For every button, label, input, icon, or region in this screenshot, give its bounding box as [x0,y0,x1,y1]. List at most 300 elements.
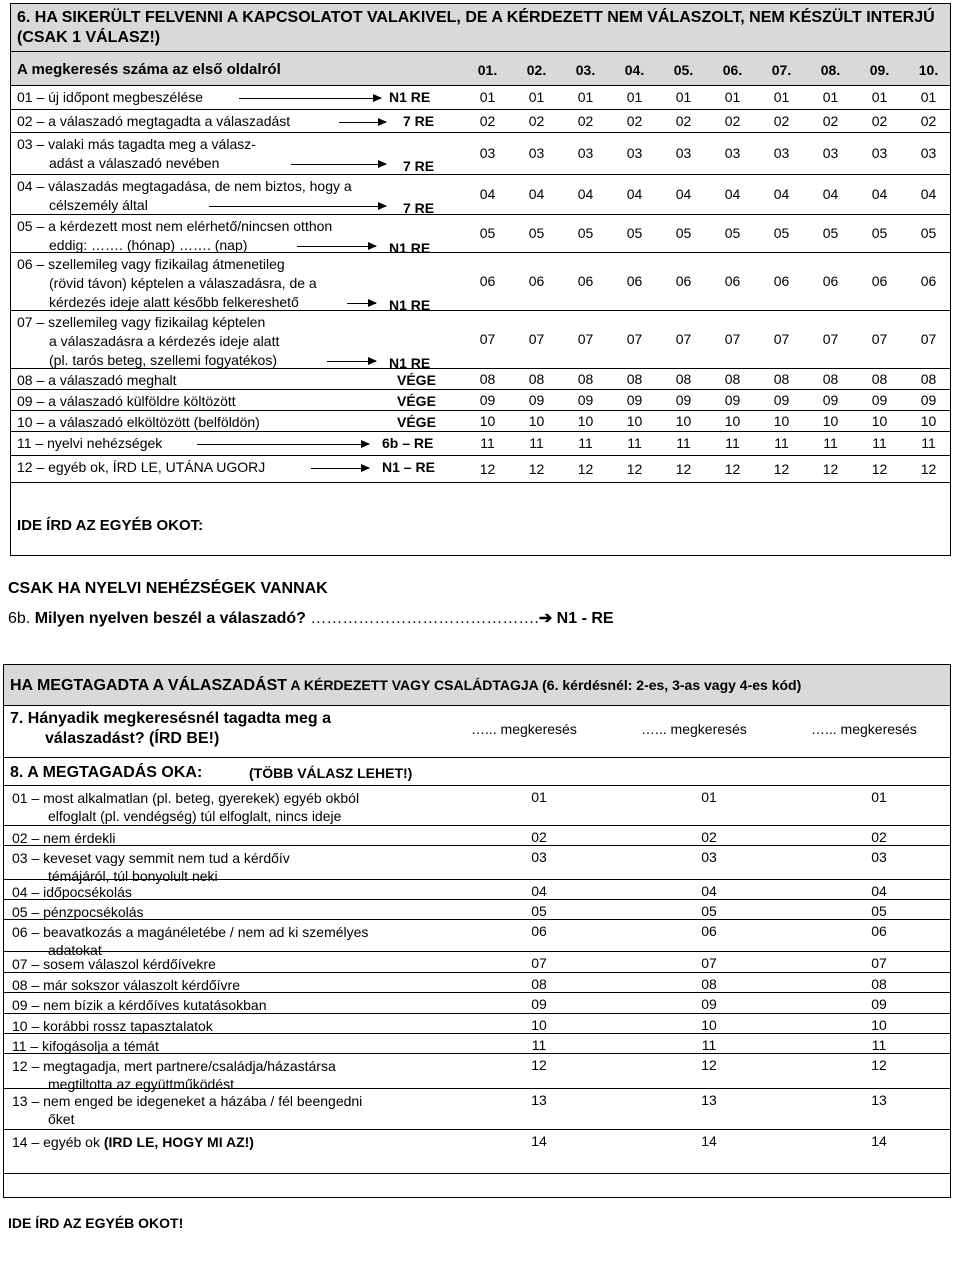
answer-code[interactable]: 09 [773,391,790,408]
refusal-reason-row [4,919,950,958]
other-reason-row [11,482,950,557]
answer-code[interactable]: 11 [774,435,789,451]
route-code: VÉGE [397,414,436,430]
row-label: adást a válaszadó nevében [49,155,220,171]
answer-code[interactable]: 05 [528,225,545,241]
row-label: 05 – a kérdezett most nem elérhető/nincsen otthon [17,218,333,234]
answer-code[interactable]: 06 [577,273,594,289]
reason-text: 13 – nem enged be idegeneket a házába / fél beengedni [12,1093,363,1109]
reason-code[interactable]: 01 [871,789,887,805]
question-7-answer-3[interactable]: …... megkeresés [811,721,917,737]
answer-code[interactable]: 09 [822,391,839,408]
route-code: VÉGE [397,372,436,388]
answer-code[interactable]: 03 [479,145,496,161]
reason-label [12,997,266,1014]
answer-code[interactable]: 07 [577,331,594,347]
route-code: N1 RE [389,89,431,105]
reason-code[interactable]: 13 [531,1092,547,1108]
route-code: N1 RE [389,297,431,313]
answer-code[interactable]: 04 [479,186,496,202]
answer-code[interactable]: 08 [577,370,594,387]
question-7-line1: 7. Hányadik megkeresésnél tagadta meg a [10,710,332,727]
row-values [463,461,953,477]
answer-code[interactable]: 10 [724,412,741,429]
reason-label [48,808,341,825]
answer-code[interactable]: 03 [822,145,839,161]
reason-code[interactable]: 03 [531,849,547,865]
answer-code[interactable]: 12 [724,460,741,477]
answer-code[interactable]: 01 [871,89,888,105]
answer-code[interactable]: 05 [822,225,839,241]
answer-code[interactable]: 08 [479,370,496,387]
row-label: (rövid távon) képtelen a válaszadásra, de a [49,275,317,291]
answer-code[interactable]: 06 [626,273,643,289]
answer-code[interactable]: 07 [773,331,790,347]
row-label: 02 – a válaszadó megtagadta a válaszadást [17,113,291,129]
refusal-reason-row [4,879,950,900]
answer-code[interactable]: 10 [577,412,594,429]
refusal-header-text [10,677,801,694]
row-values [463,273,953,289]
reason-code[interactable]: 05 [871,903,887,919]
answer-code[interactable]: 10 [773,412,790,429]
route-code: N1 – RE [382,459,435,475]
reason-text: 09 – nem bízik a kérdőíves kutatásokban [12,997,267,1013]
answer-code[interactable]: 03 [724,145,741,161]
arrow-icon: ➔ [538,610,553,627]
reason-code[interactable]: 06 [531,923,547,939]
answer-code[interactable]: 05 [626,225,643,241]
reason-code[interactable]: 11 [531,1037,547,1053]
row-label: 01 – új időpont megbeszélése [17,89,204,105]
answer-code[interactable]: 02 [871,112,888,129]
reason-text: 14 – egyéb ok [12,1134,104,1150]
answer-code[interactable]: 01 [577,89,594,105]
answer-code[interactable]: 12 [626,460,643,477]
answer-code[interactable]: 06 [528,273,545,289]
answer-code[interactable]: 07 [920,331,937,347]
answer-code[interactable]: 02 [675,112,692,129]
answer-code[interactable]: 04 [626,186,643,202]
refusal-reason-row [4,951,950,973]
answer-code[interactable]: 08 [626,370,643,387]
question-7-answer-2[interactable]: …... megkeresés [641,721,747,737]
answer-code[interactable]: 04 [724,186,741,202]
question-6b [8,610,614,627]
attempt-column-header: 02. [526,62,547,78]
route-code: 6b – RE [382,435,434,451]
attempt-column-header: 07. [771,62,792,78]
reason-code[interactable]: 06 [871,923,887,939]
answer-code[interactable]: 08 [920,370,937,387]
refusal-reason-row [4,1033,950,1054]
answer-code[interactable]: 05 [871,225,888,241]
refusal-code-row [11,389,950,411]
answer-code[interactable]: 10 [871,412,888,429]
answer-code[interactable]: 10 [479,412,496,429]
answer-code[interactable]: 10 [822,412,839,429]
reason-text: 07 – sosem válaszol kérdőívekre [12,956,216,972]
reason-code[interactable]: 11 [701,1037,717,1053]
answer-code[interactable]: 04 [920,186,937,202]
route-code: VÉGE [397,393,436,409]
answer-code[interactable]: 07 [528,331,545,347]
answer-code[interactable]: 01 [773,89,790,105]
reason-code[interactable]: 04 [871,883,887,899]
reason-code[interactable]: 02 [531,829,547,845]
row-label: 09 – a válaszadó külföldre költözött [17,393,236,409]
answer-code[interactable]: 03 [920,145,937,161]
reason-code[interactable]: 12 [871,1057,887,1073]
row-values [463,331,953,347]
attempt-header-label: A megkeresés száma az első oldalról [17,61,281,78]
route-code: 7 RE [403,200,435,216]
reason-text: 05 – pénzpocsékolás [12,904,144,920]
answer-code[interactable]: 12 [871,460,888,477]
question-6b-number: 6b. [8,610,35,627]
answer-code[interactable]: 07 [822,331,839,347]
reason-text: 03 – keveset vagy semmit nem tud a kérdőív [12,850,290,866]
refusal-reason-row [4,1053,950,1092]
answer-code[interactable]: 06 [822,273,839,289]
reason-code[interactable]: 04 [701,883,717,899]
answer-code[interactable]: 04 [528,186,545,202]
reason-label [12,850,290,867]
reason-code[interactable]: 10 [701,1017,717,1033]
answer-code[interactable]: 09 [479,391,496,408]
reason-code[interactable]: 07 [531,955,547,971]
answer-code[interactable]: 09 [724,391,741,408]
answer-code[interactable]: 04 [871,186,888,202]
row-values [463,186,953,202]
answer-code[interactable]: 02 [773,112,790,129]
row-label: eddig: ……. (hónap) ……. (nap) [49,237,248,253]
answer-code[interactable]: 03 [773,145,790,161]
refusal-code-row [11,368,950,390]
refusal-header-main: HA MEGTAGADTA A VÁLASZADÁST [10,677,288,694]
other-reason-label: IDE ÍRD AZ EGYÉB OKOT: [17,517,204,534]
answer-code[interactable]: 07 [479,331,496,347]
reason-code[interactable]: 10 [531,1017,547,1033]
answer-code[interactable]: 02 [528,112,545,129]
reason-code[interactable]: 12 [701,1057,717,1073]
reason-code[interactable]: 14 [701,1133,717,1149]
refusal-code-row [11,252,950,311]
refusal-code-row [11,132,950,175]
answer-code[interactable]: 04 [822,186,839,202]
reason-label [12,1134,254,1151]
reason-text: megtiltotta az együttműködést [48,1076,234,1092]
reason-code[interactable]: 09 [531,996,547,1012]
route-code: 7 RE [403,113,435,129]
answer-code[interactable]: 08 [773,370,790,387]
question-7-row [4,705,950,757]
reason-text: 08 – már sokszor válaszolt kérdőívre [12,977,240,993]
refusal-other-label: IDE ÍRD AZ EGYÉB OKOT! [8,1215,184,1231]
answer-code[interactable]: 11 [627,435,642,451]
question-7-line2: válaszadást? (ÍRD BE!) [45,730,220,747]
answer-code[interactable]: 12 [528,460,545,477]
refusal-code-row [11,455,950,483]
arrow-icon [291,164,386,165]
question-6-title: 6. HA SIKERÜLT FELVENNI A KAPCSOLATOT VALAKIVEL, DE A KÉRDEZETT NEM VÁLASZOLT, NEM KÉSZÜLT INTERJÚ (CSAK 1 VÁLASZ!) [11,4,950,52]
reason-code[interactable]: 05 [701,903,717,919]
reason-label [12,790,359,807]
answer-code[interactable]: 05 [675,225,692,241]
row-values [463,435,953,451]
answer-code[interactable]: 09 [675,391,692,408]
row-label: kérdezés ideje alatt később felkereshető [49,294,299,310]
reason-code[interactable]: 01 [531,789,547,805]
answer-code[interactable]: 01 [479,89,496,105]
answer-code[interactable]: 12 [577,460,594,477]
reason-text: adatokat [48,942,102,958]
route-code: N1 RE [389,240,431,256]
answer-code[interactable]: 07 [871,331,888,347]
answer-code[interactable]: 09 [920,391,937,408]
answer-code[interactable]: 02 [822,112,839,129]
attempt-header-row [11,52,950,85]
row-label: 08 – a válaszadó meghalt [17,372,177,388]
answer-code[interactable]: 04 [773,186,790,202]
answer-code[interactable]: 11 [676,435,691,451]
row-values [463,89,953,105]
row-label: 04 – válaszadás megtagadása, de nem biztos, hogy a [17,178,352,194]
answer-code[interactable]: 03 [871,145,888,161]
reason-label [12,1058,336,1075]
answer-code[interactable]: 05 [479,225,496,241]
refusal-code-row [11,310,950,369]
arrow-icon [339,122,386,123]
row-label: a válaszadásra a kérdezés ideje alatt [49,333,280,349]
answer-code[interactable]: 10 [920,412,937,429]
reason-code[interactable]: 09 [701,996,717,1012]
answer-code[interactable]: 10 [675,412,692,429]
answer-code[interactable]: 02 [577,112,594,129]
answer-code[interactable]: 11 [823,435,838,451]
answer-code[interactable]: 11 [578,435,593,451]
refusal-section [3,664,951,1198]
answer-code[interactable]: 02 [626,112,643,129]
arrow-icon [239,98,381,99]
reason-code[interactable]: 04 [531,883,547,899]
refusal-header [4,665,950,706]
row-values [463,225,953,241]
question-6b-text: Milyen nyelven beszél a válaszadó? [34,610,306,627]
answer-code[interactable]: 12 [773,460,790,477]
reason-label [12,1093,362,1110]
reason-code[interactable]: 08 [531,976,547,992]
question-7-answer-1[interactable]: …... megkeresés [471,721,577,737]
row-label: 06 – szellemileg vagy fizikailag átmenetileg [17,256,285,272]
reason-code[interactable]: 11 [871,1037,887,1053]
answer-code[interactable]: 12 [822,460,839,477]
answer-code[interactable]: 03 [626,145,643,161]
row-values [463,113,953,129]
answer-code[interactable]: 06 [724,273,741,289]
question-6b-dots: ……………………………………. [305,610,539,627]
answer-code[interactable]: 10 [528,412,545,429]
reason-code[interactable]: 07 [701,955,717,971]
language-section-title: CSAK HA NYELVI NEHÉZSÉGEK VANNAK [8,580,328,597]
answer-code[interactable]: 07 [724,331,741,347]
answer-code[interactable]: 08 [675,370,692,387]
answer-code[interactable]: 02 [479,112,496,129]
reason-code[interactable]: 14 [871,1133,887,1149]
reason-code[interactable]: 07 [871,955,887,971]
reason-code[interactable]: 03 [701,849,717,865]
reason-text: 04 – időpocsékolás [12,884,132,900]
refusal-reason-row [4,972,950,993]
reason-text: 11 – kifogásolja a témát [12,1038,159,1054]
answer-code[interactable]: 08 [871,370,888,387]
refusal-code-row [11,109,950,133]
answer-code[interactable]: 01 [920,89,937,105]
answer-code[interactable]: 06 [675,273,692,289]
refusal-code-row [11,174,950,215]
refusal-reason-row [4,845,950,884]
reason-code[interactable]: 02 [871,829,887,845]
answer-code[interactable]: 04 [577,186,594,202]
reason-code[interactable]: 05 [531,903,547,919]
answer-code[interactable]: 06 [773,273,790,289]
reason-code[interactable]: 12 [531,1057,547,1073]
reason-code[interactable]: 09 [871,996,887,1012]
answer-code[interactable]: 08 [822,370,839,387]
refusal-reason-row [4,1088,950,1130]
refusal-reason-row [4,825,950,846]
answer-code[interactable]: 05 [773,225,790,241]
route-code: N1 RE [389,355,431,371]
attempt-column-header: 01. [477,62,498,78]
reason-label [12,924,368,941]
row-values [463,413,953,429]
reason-code[interactable]: 06 [701,923,717,939]
reason-label [12,956,216,973]
attempt-column-header: 04. [624,62,645,78]
answer-code[interactable]: 09 [577,391,594,408]
reason-code[interactable]: 03 [871,849,887,865]
answer-code[interactable]: 06 [920,273,937,289]
row-label: 10 – a válaszadó elköltözött (belföldön) [17,414,260,430]
attempt-column-header: 08. [820,62,841,78]
answer-code[interactable]: 01 [675,89,692,105]
question-8-row [4,757,950,786]
answer-code[interactable]: 07 [675,331,692,347]
reason-text: 06 – beavatkozás a magánéletébe / nem ad ki személyes [12,924,369,940]
answer-code[interactable]: 02 [920,112,937,129]
answer-code[interactable]: 09 [626,391,643,408]
answer-code[interactable]: 11 [529,435,544,451]
answer-code[interactable]: 05 [724,225,741,241]
reason-code[interactable]: 08 [871,976,887,992]
reason-code[interactable]: 10 [871,1017,887,1033]
refusal-code-row [11,431,950,456]
row-values [463,145,953,161]
answer-code[interactable]: 12 [920,460,937,477]
answer-code[interactable]: 11 [725,435,740,451]
refusal-reason-row [4,899,950,920]
answer-code[interactable]: 05 [577,225,594,241]
answer-code[interactable]: 01 [724,89,741,105]
attempt-column-header: 05. [673,62,694,78]
answer-code[interactable]: 06 [871,273,888,289]
reason-code[interactable]: 14 [531,1133,547,1149]
reason-text: 10 – korábbi rossz tapasztalatok [12,1018,213,1034]
answer-code[interactable]: 09 [528,391,545,408]
answer-code[interactable]: 09 [871,391,888,408]
answer-code[interactable]: 01 [626,89,643,105]
reason-code[interactable]: 08 [701,976,717,992]
answer-code[interactable]: 02 [724,112,741,129]
answer-code[interactable]: 11 [921,435,936,451]
attempt-column-header: 09. [869,62,890,78]
reason-code[interactable]: 13 [701,1092,717,1108]
reason-code[interactable]: 01 [701,789,717,805]
row-label: 07 – szellemileg vagy fizikailag képtelen [17,314,266,330]
attempt-column-header: 10. [918,62,939,78]
row-label: 12 – egyéb ok, ÍRD LE, UTÁNA UGORJ [17,459,266,475]
refusal-other-row [4,1173,950,1200]
refusal-reason-row [4,1129,950,1174]
attempt-column-header: 03. [575,62,596,78]
reason-code[interactable]: 02 [701,829,717,845]
refusal-reason-row [4,785,950,826]
answer-code[interactable]: 01 [822,89,839,105]
answer-code[interactable]: 08 [724,370,741,387]
reason-instruction: (IRD LE, HOGY MI AZ!) [103,1134,254,1150]
refusal-header-detail: A KÉRDEZETT VAGY CSALÁDTAGJA (6. kérdésnél: 2-es, 3-as vagy 4-es kód) [287,677,802,693]
reason-code[interactable]: 13 [871,1092,887,1108]
reason-text: 01 – most alkalmatlan (pl. beteg, gyerekek) egyéb okból [12,790,360,806]
answer-code[interactable]: 03 [675,145,692,161]
refusal-reason-row [4,1013,950,1034]
answer-code[interactable]: 11 [480,435,495,451]
reason-text: 12 – megtagadja, mert partnere/családja/házastársa [12,1058,336,1074]
arrow-icon [297,246,376,247]
route-code: 7 RE [403,158,435,174]
row-values [463,392,953,408]
reason-label [48,1111,74,1128]
answer-code[interactable]: 06 [479,273,496,289]
refusal-code-row [11,410,950,432]
arrow-icon [311,468,369,469]
attempt-column-headers [463,62,953,78]
answer-code[interactable]: 04 [675,186,692,202]
answer-code[interactable]: 03 [577,145,594,161]
answer-code[interactable]: 11 [872,435,887,451]
row-values [463,371,953,387]
refusal-reason-row [4,992,950,1014]
answer-code[interactable]: 03 [528,145,545,161]
refusal-code-row [11,85,950,110]
reason-text: 02 – nem érdekli [12,830,116,846]
reason-text: témájáról, túl bonyolult neki [48,868,218,884]
answer-code[interactable]: 07 [626,331,643,347]
answer-code[interactable]: 10 [626,412,643,429]
arrow-icon [327,361,376,362]
answer-code[interactable]: 01 [528,89,545,105]
answer-code[interactable]: 12 [479,460,496,477]
answer-code[interactable]: 12 [675,460,692,477]
row-label: 11 – nyelvi nehézségek [17,435,163,451]
row-label: 03 – valaki más tagadta meg a válasz- [17,136,256,152]
attempt-column-header: 06. [722,62,743,78]
row-label: (pl. tarós beteg, szellemi fogyatékos) [49,352,277,368]
answer-code[interactable]: 08 [528,370,545,387]
answer-code[interactable]: 05 [920,225,937,241]
arrow-icon [347,303,376,304]
